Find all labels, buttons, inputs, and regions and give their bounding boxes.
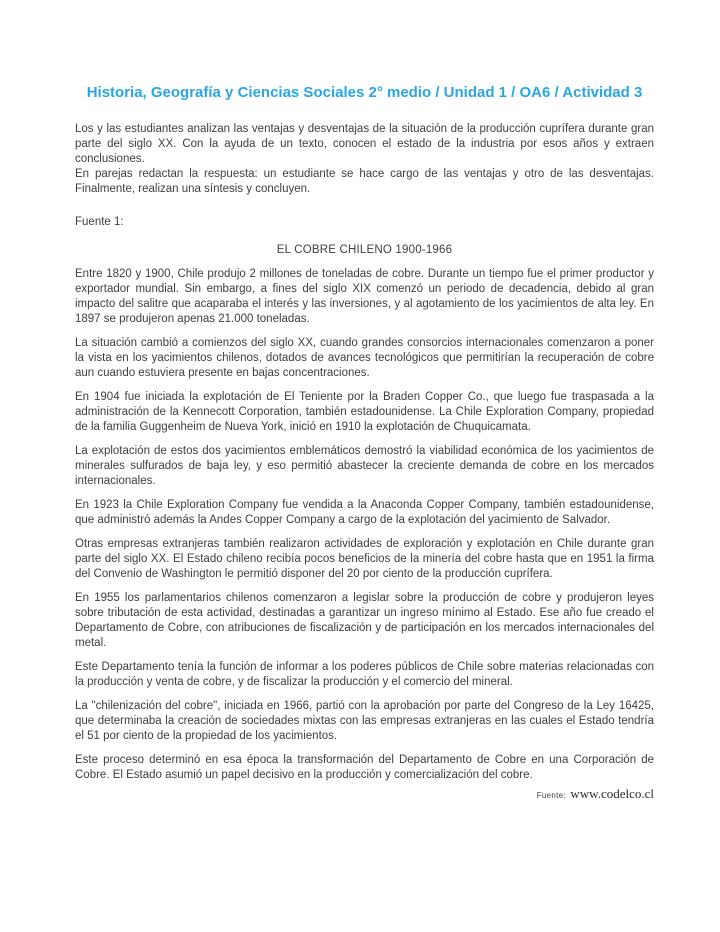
page-title: Historia, Geografía y Ciencias Sociales 2° medio / Unidad 1 / OA6 / Actividad 3: [86, 84, 643, 101]
document-paragraph-8: Este Departamento tenía la función de informar a los poderes públicos de Chile sobre materias relacionadas con la producción y venta de cobre, y de fiscalizar la producción y el comercio del mineral.: [75, 661, 654, 688]
document-paragraph-9: La "chilenización del cobre", iniciada en 1966, partió con la aprobación por parte del Congreso de la Ley 16425, que determinaba la creación de sociedades mixtas con las empresas extranjeras en las cuales el Estado tendría el 51 por ciento de la propiedad de los yacimientos.: [75, 700, 654, 742]
document-paragraph-5: En 1923 la Chile Exploration Company fue vendida a la Anaconda Copper Company, también estadounidense, que administró además la Andes Copper Company a cargo de la explotación del yacimiento de Salvador.: [75, 499, 654, 526]
source-1-label: Fuente 1:: [75, 216, 124, 228]
document-body: [75, 267, 654, 783]
document-heading: EL COBRE CHILENO 1900-1966: [276, 244, 453, 256]
document-source-url: www.codelco.cl: [570, 786, 654, 801]
intro-paragraph-1: Los y las estudiantes analizan las ventajas y desventajas de la situación de la producción cuprífera durante gran parte del siglo XX. Con la ayuda de un texto, conocen el estado de la industria por esos años y extraen conclusiones.: [75, 123, 654, 165]
document-source: [75, 785, 654, 803]
document-paragraph-10: Este proceso determinó en esa época la transformación del Departamento de Cobre en una Corporación de Cobre. El Estado asumió un papel decisivo en la producción y comercialización del cobre.: [75, 754, 654, 781]
document-paragraph-1: Entre 1820 y 1900, Chile produjo 2 millones de toneladas de cobre. Durante un tiempo fue el primer productor y exportador mundial. Sin embargo, a fines del siglo XIX comenzó un periodo de decadencia, debido al gran impacto del salitre que acaparaba el interés y las inversiones, y al agotamiento de los yacimientos de alta ley. En 1897 se produjeron apenas 21.000 toneladas.: [75, 268, 654, 325]
document-paragraph-2: La situación cambió a comienzos del siglo XX, cuando grandes consorcios internacionales comenzaron a poner la vista en los yacimientos chilenos, dotados de avances tecnológicos que permitirían la recuperación de cobre aun cuando estuviera presente en bajas concentraciones.: [75, 337, 654, 379]
document-paragraph-4: La explotación de estos dos yacimientos emblemáticos demostró la viabilidad económica de los yacimientos de minerales sulfurados de baja ley, y eso permitió abastecer la creciente demanda de cobre en los mercados internacionales.: [75, 445, 654, 487]
activity-description: [75, 122, 654, 230]
document-paragraph-7: En 1955 los parlamentarios chilenos comenzaron a legislar sobre la producción de cobre y produjeron leyes sobre tributación de esta actividad, destinadas a garantizar un ingreso mínimo al Estado. Ese año fue creado el Departamento de Cobre, con atribuciones de fiscalización y de participación en los mercados internacionales del metal.: [75, 592, 654, 649]
document-paragraph-3: En 1904 fue iniciada la explotación de El Teniente por la Braden Copper Co., que luego fue traspasada a la administración de la Kennecott Corporation, también estadounidense. La Chile Exploration Company, propiedad de la familia Guggenheim de Nueva York, inició en 1910 la explotación de Chuquicamata.: [75, 391, 654, 433]
document-source-label: Fuente:: [536, 791, 566, 800]
document-paragraph-6: Otras empresas extranjeras también realizaron actividades de exploración y explotación en Chile durante gran parte del siglo XX. El Estado chileno recibía pocos beneficios de la minería del cobre hasta que en 1951 la firma del Convenio de Washington le permitió disponer del 20 por ciento de la producción cuprífera.: [75, 538, 654, 580]
intro-paragraph-2: En parejas redactan la respuesta: un estudiante se hace cargo de las ventajas y otro de las desventajas. Finalmente, realizan una síntesis y concluyen.: [75, 168, 654, 195]
